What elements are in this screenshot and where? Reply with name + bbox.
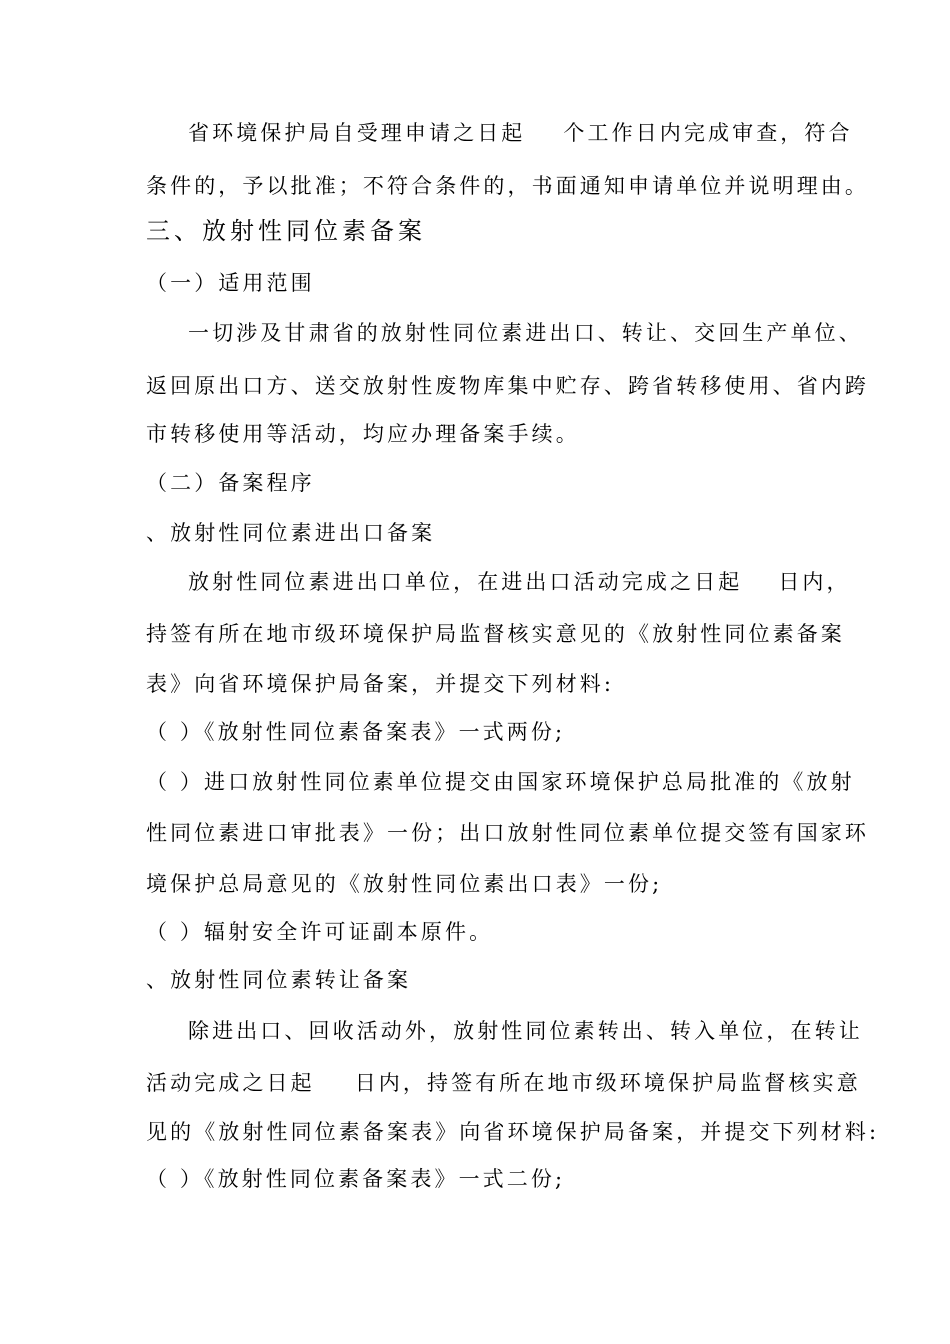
text: 放射性同位素进出口单位，在进出口活动完成之日起: [188, 570, 743, 594]
transfer-line-3: 见的《放射性同位素备案表》向省环境保护局备案，并提交下列材料:: [146, 1120, 880, 1144]
transfer-material-item-1: （ ）《放射性同位素备案表》一式二份;: [146, 1167, 566, 1191]
text: 活动完成之日起: [146, 1071, 315, 1095]
material-item-2-line-1: （ ）进口放射性同位素单位提交由国家环境保护总局批准的《放射: [146, 770, 855, 794]
material-item-2-line-2: 性同位素进口审批表》一份；出口放射性同位素单位提交签有国家环: [146, 821, 869, 845]
scope-line-3: 市转移使用等活动，均应办理备案手续。: [146, 422, 580, 446]
text: 个工作日内完成审查，符合: [563, 121, 853, 145]
paragraph-review-line-1: [188, 118, 858, 148]
scope-line-1: 一切涉及甘肃省的放射性同位素进出口、转让、交回生产单位、: [188, 321, 863, 345]
text: 日内，持签有所在地市级环境保护局监督核实意: [354, 1071, 861, 1095]
transfer-line-2: [146, 1068, 861, 1098]
import-export-line-1: [188, 567, 858, 597]
text: 省环境保护局自受理申请之日起: [188, 121, 526, 145]
material-item-3: （ ）辐射安全许可证副本原件。: [146, 920, 494, 944]
paragraph-review-line-2: 条件的，予以批准；不符合条件的，书面通知申请单位并说明理由。: [146, 174, 869, 198]
text: 日内，: [778, 570, 851, 594]
scope-line-2: 返回原出口方、送交放射性废物库集中贮存、跨省转移使用、省内跨: [146, 374, 869, 398]
material-item-2-line-3: 境保护总局意见的《放射性同位素出口表》一份;: [146, 872, 663, 896]
item-title-transfer: 、放射性同位素转让备案: [146, 968, 412, 992]
subsection-title-procedure: （二）备案程序: [146, 471, 315, 495]
section-heading-3: 三、放射性同位素备案: [146, 217, 426, 245]
import-export-line-2: 持签有所在地市级环境保护局监督核实意见的《放射性同位素备案: [146, 622, 845, 646]
transfer-line-1: 除进出口、回收活动外，放射性同位素转出、转入单位，在转让: [188, 1019, 863, 1043]
item-title-import-export: 、放射性同位素进出口备案: [146, 521, 436, 545]
import-export-line-3: 表》向省环境保护局备案，并提交下列材料:: [146, 672, 615, 696]
material-item-1: （ ）《放射性同位素备案表》一式两份;: [146, 720, 566, 744]
subsection-title-scope: （一）适用范围: [146, 271, 315, 295]
